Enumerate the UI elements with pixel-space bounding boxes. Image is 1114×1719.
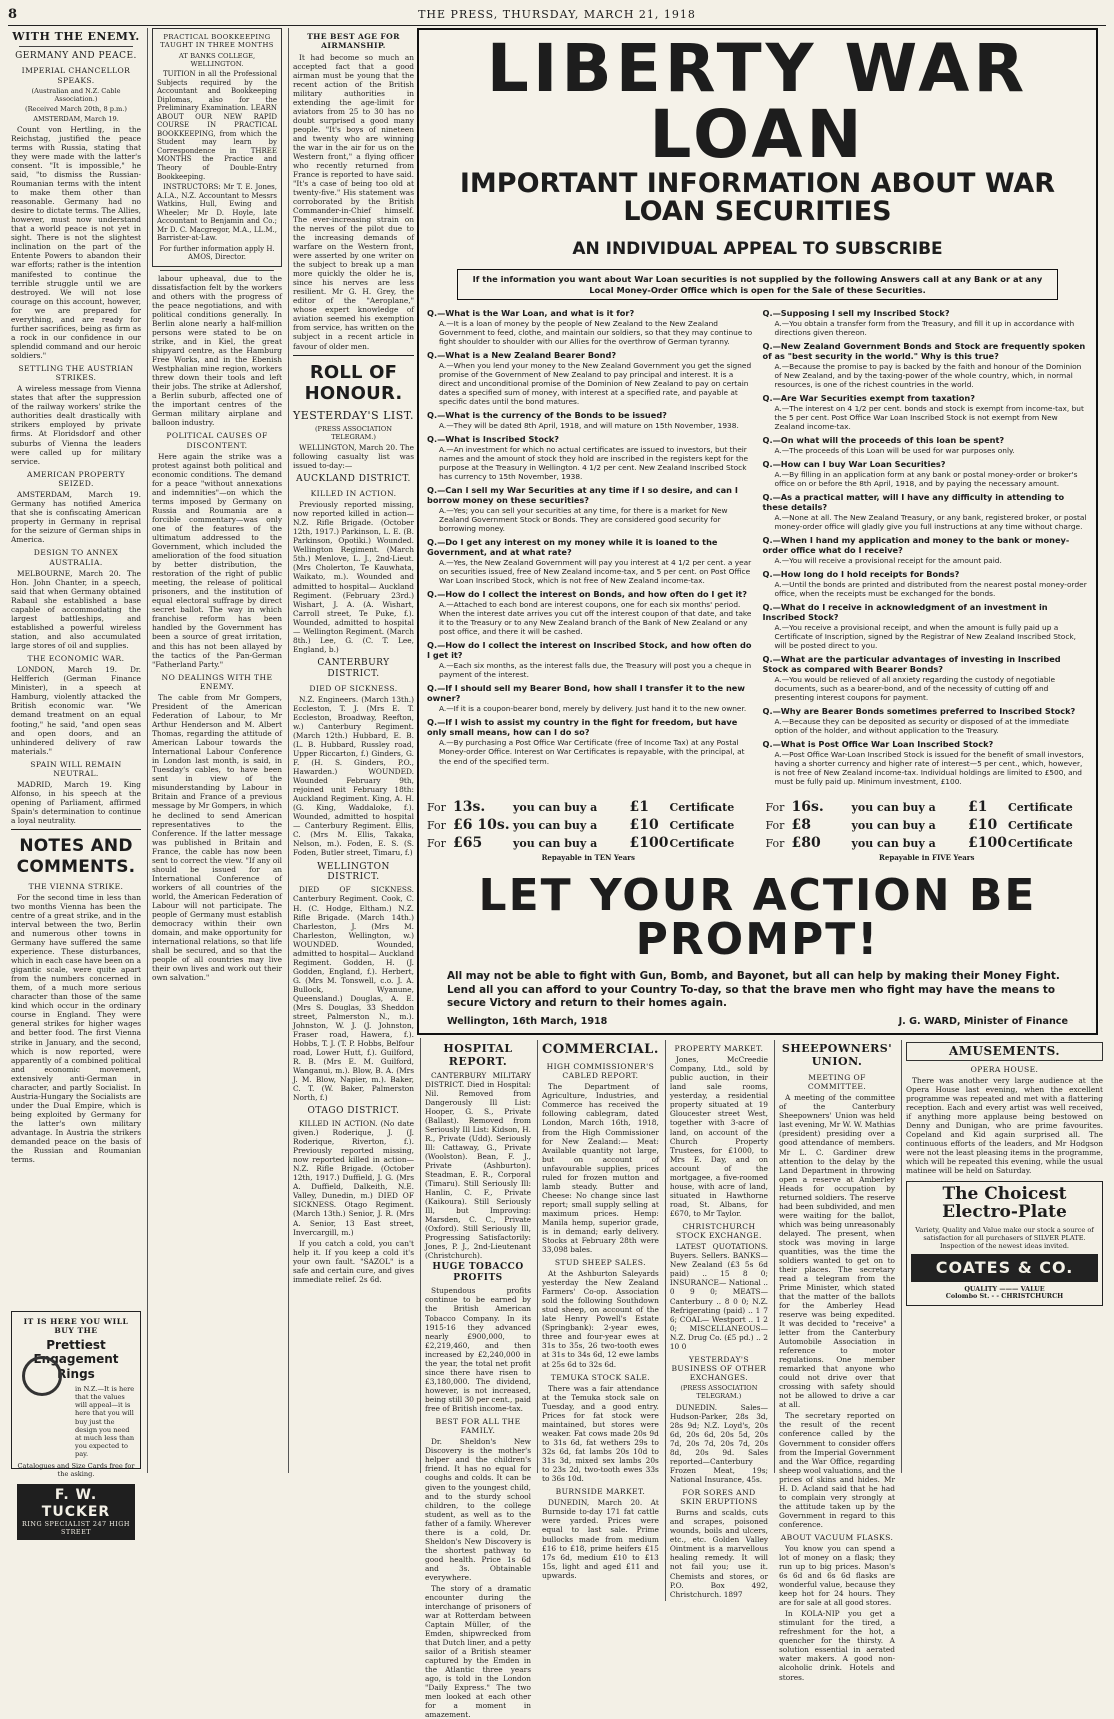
- answer: A.—Until the bonds are printed and distributed from the nearest postal money-order office, when the receipts must be exchanged for the bonds.: [774, 580, 1087, 599]
- tucker-headline: Prettiest Engagement Rings: [33, 1337, 119, 1381]
- answer: A.—They will be dated 8th April, 1918, and will mature on 15th November, 1938.: [439, 420, 739, 430]
- coates-quality: QUALITY ——— VALUE: [964, 1284, 1045, 1293]
- headline-tobacco: HUGE TOBACCO PROFITS: [432, 1262, 524, 1284]
- question: Q.—On what will the proceeds of this loan be spent?: [762, 434, 1005, 445]
- cert-price: £8: [791, 816, 811, 833]
- answer: A.—You receive a provisional receipt, and when the amount is fully paid up a Certificate of Inscription, signed by the Registrar of New Zealand Inscribed Stock, will be posted direct to you.: [774, 623, 1077, 651]
- qa-item: [763, 739, 1089, 786]
- article-text: The cable from Mr Gompers, President of the American Federation of Labour, to Mr Arthur Henderson and M. Albert Thomas, regarding the attitude of American Labour towards the International Labour Conference in London last month, is said, in Tuesday's cables, to have been sent in view of the misunderstanding by Labour in Britain and France of a previous message by Mr Gompers, in which he declined to send American representatives to the Conference. If the latter message was published in Britain and France, the cable has now been sent to correct the view. "If any oil should be issued for an International Conference of workers of all countries of the world, the American Federation of Labour will not participate. The people of Germany must establish democracy within their own domain, and make opportunity for international relations, so that life shall be secured, and so that the people of all countries may live their own lives and work out their own salvation.": [152, 693, 282, 983]
- cert-value: £10: [629, 816, 659, 833]
- subhead-spain-neutral: SPAIN WILL REMAIN NEUTRAL.: [30, 759, 122, 778]
- war-loan-advert: [417, 28, 1098, 1035]
- bookkeeping-advert: [152, 28, 282, 267]
- article-text: For the second time in less than two months Vienna has been the centre of a great strike, and in the interval between the two, Berlin and numerous other towns in Germany have suffered the same experience. These disturbances, which in each case have been on a gigantic scale, were quite apart from the numbers concerned in them, of a much more serious character than those of the same kind which occur in the ordinary course in England. They were general strikes for higher wages and better food. The first Vienna strike in January, and the second, which is now reported, were apparently of a combined political and economic movement, extensively anti-German in character, and partly Socialist. In Austria-Hungary the Socialists are under the Dual Empire, which is being exploited by Germany for the latter's own military advantage. In Austria the strikers demanded peace on the basis of the Russian and Roumanian terms.: [11, 893, 141, 1164]
- article-text: Dr. Sheldon's New Discovery is the mother's helper and the children's friend. It has no equal for coughs and colds. It can be given to the youngest child, and to the sturdy school children, to the college student, as well as to the father of a family. Wherever there is a cold, Dr. Sheldon's New Discovery is the shortest pathway to good health. Price 1s 6d and 3s. Obtainable everywhere.: [425, 1437, 531, 1582]
- article-text: MELBOURNE, March 20. The Hon. John Chanter, in a speech, said that when Germany obtained Rabaul she established a base capable of accommodating the largest battleships, and established a powerful wireless station, and also accumulated large stores of oil and supplies.: [11, 568, 141, 651]
- subhead-stud-sheep: STUD SHEEP SALES.: [554, 1257, 646, 1267]
- coates-body: Variety, Quality and Value make our stock a source of satisfaction for all purchasers of SILVER PLATE. Inspection of the newest ideas invited.: [915, 1225, 1094, 1250]
- subhead-annex-australia: DESIGN TO ANNEX AUSTRALIA.: [33, 548, 119, 567]
- article-text: A meeting of the committee of the Canterbury Sheepowners' Union was held last evening, Mr W. W. Mathias (president) presiding over a good attendance of members. Mr L. C. Gardiner drew attention to the delay by the Land Department in throwing open a reserve at Amberley Heads for occupation by returned soldiers. The reserve had been subdivided, and men were waiting for the ballot, which was being unreasonably delayed. The present, when stock was moving in large quantities, was the time the soldiers wanted to get on to their places. The secretary read a telegram from the Prime Minister, which stated that the matter of the ballots for the Amberley Head reserve was being expedited. It was decided to "receive" a letter from the Canterbury Automobile Association in reference to motor regulations. One member remarked that anyone who could not drive over that crossing with safety should not be allowed to drive a car at all.: [779, 1093, 895, 1410]
- answer: A.—None at all. The New Zealand Treasury, or any bank, registered broker, or postal money-order office will gladly give you full instructions at any time without charge.: [774, 512, 1087, 532]
- tucker-ring-advert: [11, 1311, 141, 1536]
- qa-item: [427, 410, 753, 430]
- question: Q.—What is Inscribed Stock?: [427, 433, 559, 444]
- sazol-advert: If you catch a cold, you can't help it. If you keep a cold it's your own fault. "SAZOL" is a safe and certain cure, and gives immediate relief. 2s 6d.: [293, 1238, 414, 1284]
- question: Q.—What is Post Office War Loan Inscribed Stock?: [762, 739, 994, 750]
- headline-airmanship: THE BEST AGE FOR AIRMANSHIP.: [307, 32, 400, 51]
- subhead-otago: OTAGO DISTRICT.: [307, 1106, 400, 1117]
- commercial-left: [542, 1040, 659, 1601]
- subhead-economic-war: THE ECONOMIC WAR.: [27, 654, 125, 664]
- certificate-ten-year: [427, 799, 750, 863]
- dateline: AMSTERDAM, March 19.: [33, 114, 119, 123]
- article-text: There was another very large audience at the Opera House last evening, when the excellent programme was repeated and met with a flattering reception. Each and every artist was well received, if anything more applause being bestowed on Denny and Dunigan, who are prime favourites. Copeland and Kid again surprised all. The continuous efforts of the leaders, and Mr Hodgson were not the least pleasing items in the programme, which will be repeated this evening, while the usual matinee will be held on Saturday.: [906, 1075, 1103, 1176]
- divider: [160, 270, 274, 271]
- cert-value: £1: [968, 798, 988, 815]
- cert-price: £65: [453, 834, 483, 851]
- article-text: In KOLA-NIP you get a stimulant for the tired, a refreshment for the hot, a quencher for the thirsty. A solution essential in aerated water makers. A good non-alcoholic drink. Hotels and stores.: [779, 1609, 895, 1682]
- tucker-tagline: IT IS HERE YOU WILL BUY THE: [23, 1317, 129, 1336]
- qa-item: [427, 537, 753, 585]
- cert-value: £10: [968, 816, 998, 833]
- qa-item: [427, 683, 753, 713]
- loan-subtitle: IMPORTANT INFORMATION ABOUT WAR LOAN SECURITIES: [459, 168, 1056, 228]
- divider: [293, 355, 414, 356]
- answer: A.—You would be relieved of all anxiety regarding the custody of negotiable documents, such as a bearer-bond, and of the necessity of cutting off and presenting interest coupons for payment.: [774, 675, 1056, 703]
- tucker-address: RING SPECIALIST 247 HIGH STREET: [22, 1519, 130, 1536]
- subhead-committee: MEETING OF COMMITTEE.: [807, 1072, 867, 1092]
- loan-minister: J. G. WARD, Minister of Finance: [898, 1016, 1068, 1028]
- question: Q.—When I hand my application and money to the bank or money-order office what do I receive?: [762, 535, 1070, 556]
- subhead-family: BEST FOR ALL THE FAMILY.: [435, 1416, 521, 1436]
- answer: A.—Post Office War-Loan Inscribed Stock is issued for the benefit of small investors, having a shorter currency and higher rate of interest—5 per cent., which, however, is not free of New Zealand income-tax. Individual holdings are limited to £500, and must be fully paid up. Minimum investment, £100.: [774, 750, 1084, 787]
- qa-item: [427, 434, 753, 481]
- article-text: Jones, McCreedie Company, Ltd., sold by public auction, in their land sale rooms, yesterday, a residential property situated at 19 Gloucester street West, together with 3-acre of land, on account of the Church Property Trustees, for £1000, to Mrs E. Day, and on account of the mortgagee, a five-roomed house, with acre of land, situated in Hawthorne road, St. Albans, for £670, to Mr Taylor.: [669, 1055, 768, 1218]
- divider: [11, 829, 141, 830]
- subhead-political-causes: POLITICAL CAUSES OF DISCONTENT.: [166, 431, 268, 450]
- question: Q.—How can I buy War Loan Securities?: [762, 458, 946, 469]
- answer: A.—An investment for which no actual certificates are issued to investors, but their names and the amount of stock they hold are inscribed in the registers kept for the purpose at the Treasury in Wellington. 4 1/2 per cent. New Zealand Inscribed Stock has currency to 15th November, 1938.: [439, 444, 749, 482]
- subhead-wellington: WELLINGTON DISTRICT.: [317, 861, 390, 883]
- article-text: There was a fair attendance at the Temuka stock sale on Tuesday, and a good entry. Prices for fat stock were maintained, but stores were weaker. Fat cows made 20s 9d to 31s 6d, fat wethers 29s to 32s 6d, fat lambs 20s 10d to 31s 3d, mixed sex lambs 20s to 23s 2d, two-tooth ewes 33s to 36s 10d.: [542, 1383, 659, 1484]
- tucker-name: F. W. TUCKER: [41, 1486, 111, 1520]
- article-text: Count von Hertling, in the Reichstag, justified the peace terms with Russia, stating that they were made with the latter's consent. "It is impossible," he said, "to dismiss the Russian-Roumanian terms with the intent to make them other than reasonable. Germany had no desire to dictate terms. The Allies, however, must now understand that a world peace is not yet in sight. There is not the slightest inclination on the part of the Entente Powers to abandon their war efforts; rather is the intention manifested to continue the terrible struggle until we are destroyed. We will not lose courage on this account, however, for we are prepared for everything, and are ready for further sacrifices, being as firm as a rock in our confidence in our splendid command and our heroic soldiers.": [11, 125, 141, 360]
- headline-roll-of-honour: ROLL OF HONOUR.: [304, 361, 403, 405]
- dateline: WELLINGTON, March 20. The following casualty list was issued to-day:—: [293, 442, 414, 470]
- cert-price: £6 10s.: [453, 816, 510, 833]
- cert-repayable: Repayable in FIVE Years: [879, 852, 975, 862]
- certificate-row: [766, 817, 1089, 834]
- article-text: CANTERBURY MILITARY DISTRICT. Died in Hospital: Nil. Removed from Dangerously Ill List: Hooper, G. S., Private (Ballast). Removed from Seriously Ill List: Kidson, H. R., Private (Udd). Seriously Ill: Cattaway, G., Private (Woolston). Bean, F. J., Private (Ashburton). Steadman, E. R., Corporal (Timaru). Still Seriously Ill: Hanlin, C. F., Private (Kaikoura). Still Seriously Ill, but Improving: Marsden, C. C., Private (Oxford). Still Seriously Ill, Progressing Satisfactorily: Jones, P. J., 2nd-Lieutenant (Christchurch).: [425, 1070, 531, 1261]
- agency-line: (Australian and N.Z. Cable Association.): [31, 86, 121, 103]
- loan-appeal: All may not be able to fight with Gun, Bomb, and Bayonet, but all can help by making their Money Fight. Lend all you can afford to your Country To-day, so that the brave men who fight may have the means to secure Victory and return to their homes again.: [447, 970, 1060, 1009]
- qa-item: [427, 350, 753, 406]
- subhead-opera-house: OPERA HOUSE.: [970, 1064, 1039, 1074]
- subhead-germany-peace: GERMANY AND PEACE.: [15, 51, 137, 62]
- cert-label: Certificate: [669, 818, 735, 832]
- ad-instructors: INSTRUCTORS: Mr T. E. Jones, A.I.A., N.Z. Accountant to Messrs Watkins, Hull, Ewing and Wheeler; Mr D. Hoyle, late Accountant to Benjamin and Co.; Mr D. C. Macgregor, M.A., LL.M., Barrister-at-Law.: [157, 183, 277, 243]
- qa-item: [427, 308, 753, 346]
- loan-place: Wellington, 16th March, 1918: [447, 1016, 608, 1028]
- column-rule: [774, 1040, 775, 1473]
- certificate-row: [427, 817, 750, 834]
- page-number: 8: [8, 6, 19, 22]
- column-with-the-enemy: [8, 28, 144, 1536]
- qa-item: [763, 459, 1089, 488]
- subhead-american-property: AMERICAN PROPERTY SEIZED.: [26, 469, 126, 488]
- subhead-other-exchanges: YESTERDAY'S BUSINESS OF OTHER EXCHANGES.: [671, 1354, 767, 1383]
- qa-item: [763, 569, 1089, 598]
- question: Q.—New Zealand Government Bonds and Stock are frequently spoken of as "best security in the world." Why is this true?: [762, 340, 1086, 361]
- cert-buy-text: you can buy a: [851, 836, 936, 850]
- loan-title: LIBERTY WAR LOAN: [486, 30, 1029, 173]
- article-text: A wireless message from Vienna states that after the suppression of the railway workers' strike the authorities dealt drastically with strikers employed by private firms. At Floridsdorf and other suburbs of Vienna the leaders were called up for military service.: [11, 384, 141, 466]
- answer: A.—The proceeds of this Loan will be used for war purposes only.: [774, 445, 1015, 455]
- article-text: Burns and scalds, cuts and scrapes, poisoned wounds, boils and ulcers, etc., etc. Golden Valley Ointment is a marvellous healing remedy. It will not fail you; use it. Chemists and stores, or P.O. Box 492, Christchurch. 1897: [669, 1508, 768, 1599]
- coates-address: Colombo St. - - CHRISTCHURCH: [945, 1292, 1064, 1301]
- question: Q.—Can I sell my War Securities at any time if I so desire, and can I borrow money on these securities?: [427, 485, 738, 506]
- casualty-list: DIED OF SICKNESS. Canterbury Regiment. Cook, C. H. (C. Hodge, Eltham.) N.Z. Rifle Brigade. (March 14th.) Charleston, J. (Mrs M. Charleston, Wellington, w.) WOUNDED. Wounded, admitted to hospital— Auckland Regiment. Godden, H. (J. Godden, England, f.). Herbert, G. (Mrs M. Tonswell, c.o. J. A. Bullock, Wyanune, Queensland.) Douglas, A. E. (Mrs S. Douglas, 33 Sheddon street, Palmerston N., m.). Johnston, W. J. (J. Johnston, Fraser road, Hawera, f.). Hobbs, T. J. (T. P. Hobbs, Belfour road, Lower Hutt, f.). Guilford, R. B. (Mrs E. M. Guilford, Wanganui, m.). Blow, B. A. (Mrs J. M. Blow, Napier, m.). Baker, C. T. (W. Baker, Palmerston North, f.): [293, 885, 414, 1103]
- divider: [19, 46, 133, 47]
- casualty-list: Previously reported missing, now reported killed in action— N.Z. Rifle Brigade. (October 12th, 1917.) Parkinson, L. E. (B. Parkinson, Opotiki.) Wounded. Wellington Regiment. (March 5th.) Menlove, L. J., 2nd-Lieut. (Mrs Cholerton, Te Kauwhata, Waikato, m.). Wounded and admitted to hospital— Auckland Regiment. (February 23rd.) Wishart, J. A. (A. Wishart, Carroll street, Te Puke, f.). Wounded, admitted to hospital— Wellington Regiment. (March 8th.) Lee, G. (C. T. Lee, England, b.): [293, 500, 414, 654]
- qa-item: [427, 485, 753, 533]
- cert-value: £100: [968, 834, 1007, 851]
- cert-label: Certificate: [669, 800, 735, 814]
- tucker-name-bar: [17, 1484, 135, 1540]
- subhead-canterbury: CANTERBURY DISTRICT.: [317, 657, 390, 679]
- answer: A.—By filling in an application form at any bank or postal money-order or broker's office on or before the 8th April, 1918, and by paying the necessary amount.: [774, 469, 1078, 488]
- cert-buy-text: you can buy a: [513, 818, 598, 832]
- headline-notes-comments: NOTES AND COMMENTS.: [16, 836, 136, 878]
- qa-right-column: [763, 308, 1089, 791]
- exchange-quotes: LATEST QUOTATIONS. Buyers. Sellers. BANKS— New Zealand (£3 5s 6d paid) .. 15 8 0; INSURANCE— National .. 0 9 0; MEATS— Canterbury .. 8 0 0; N.Z. Refrigerating (paid) .. 1 7 6; COAL— Westport .. 1 2 0; MISCELLANEOUS— N.Z. Drug Co. (£5 pd.) .. 2 10 0: [669, 1242, 768, 1351]
- casualty-list: KILLED IN ACTION. (No date given.) Roderique, J. (J. Roderique, Riverton, f.). Previously reported missing, now reported killed in action— N.Z. Rifle Brigade. (October 12th, 1917.) Duffield, J. G. (Mrs A. Duffield, Dalkeith, N.E. Valley, Dunedin, m.) DIED OF SICKNESS. Otago Regiment. (March 13th.) Senior, J. R. (Mrs A. Senior, 13 East street, Invercargill, m.): [293, 1119, 414, 1237]
- column-rule: [147, 28, 148, 1473]
- column-roll-of-honour: [290, 28, 417, 1473]
- column-amusements: [903, 1040, 1106, 1473]
- subhead-austrian-strikes: SETTLING THE AUSTRIAN STRIKES.: [18, 363, 134, 383]
- qa-item: [763, 492, 1089, 531]
- cert-label: Certificate: [669, 836, 735, 850]
- cert-buy-text: you can buy a: [851, 800, 936, 814]
- ad-text: TUITION in all the Professional Subjects required by the Accountant and Bookkeeping Diplomas, also for the Preliminary Examination. LEARN ABOUT OUR NEW RAPID COURSE IN PRACTICAL BOOKKEEPING, from which the Student may learn by Correspondence in THREE MONTHS the Practice and Theory of Double-Entry Bookkeeping.: [157, 70, 277, 181]
- qa-item: [427, 589, 753, 636]
- cert-value: £100: [629, 834, 669, 851]
- ad-title: PRACTICAL BOOKKEEPING TAUGHT IN THREE MONTHS: [160, 33, 274, 50]
- cert-for: For: [765, 818, 785, 832]
- casualty-list: N.Z. Engineers. (March 13th.) Eccleston, T. J. (Mrs E. T. Eccleston, Broadway, Reefton, w.) Canterbury Regiment. (March 12th.) Hubbard, E. B. (L. B. Hubbard, Russley road, Upper Riccarton, f.) Ginders, G. F. (H. S. Ginders, P.O., Hawarden.) WOUNDED. Wounded February 9th, rejoined unit February 18th: Auckland Regiment. King, A. H. (G. King, Waddaloke, f.). Wounded, admitted to hospital— Canterbury Regiment. Ellis, C. (Mrs M. Ellis, Takaka, Nelson, m.). Foden, E. S. (S. Foden, Butler street, Timaru, f.): [293, 694, 414, 858]
- cert-for: For: [427, 818, 446, 832]
- headline-amusements: AMUSEMENTS.: [906, 1042, 1103, 1061]
- question: Q.—Why are Bearer Bonds sometimes preferred to Inscribed Stock?: [762, 706, 1076, 717]
- loan-info-box: If the information you want about War Loan securities is not supplied by the following Answers call at any Bank or at any Local Money-Order Office which is open for the Sale of these Securities.: [457, 269, 1058, 299]
- answer: A.—If it is a coupon-bearer bond, merely by delivery. Just hand it to the new owner.: [439, 704, 747, 714]
- article-text: AMSTERDAM, March 19. Germany has notified America that she is confiscating American property in Germany in reprisal for the seizure of German ships in America.: [11, 490, 141, 545]
- tucker-catalogue: Catalogues and Size Cards free for the asking.: [17, 1461, 135, 1478]
- article-text: You know you can spend a lot of money on a flask; they run up to big prices. Mason's 6s 6d and 6s 6d flasks are wonderful value, because they keep hot for 24 hours. They are for sale at all good stores.: [779, 1544, 895, 1608]
- question: Q.—What do I receive in acknowledgment of an investment in Inscribed Stock?: [762, 602, 1048, 623]
- column-hospital: [422, 1040, 534, 1719]
- headline-commercial: COMMERCIAL.: [542, 1042, 659, 1057]
- column-rule: [537, 1040, 538, 1473]
- question: Q.—Are War Securities exempt from taxation?: [762, 392, 975, 403]
- article-text: The secretary reported on the result of the recent conference called by the Government to consider offers from the Imperial Government and the War Office, regarding sheep wool valuations, and the prices of skins and hides. Mr H. D. Acland said that he had to complain very strongly at the attitude taken up by the Government in regard to this conference.: [779, 1411, 895, 1529]
- masthead: [8, 4, 1106, 26]
- answer: A.—It is a loan of money by the people of New Zealand to the New Zealand Government to feed, clothe, and maintain our soldiers, so that they may continue to fight shoulder to shoulder with our Allies for the overthrow of German tyranny.: [439, 318, 753, 346]
- certificate-row: [427, 799, 750, 816]
- article-text: The story of a dramatic encounter during the interchange of prisoners of war at Rotterdam between Captain Müller, of the Emden, shipwrecked from that Dutch liner, and a petty sailor of a British steamer captured by the Emden in the Atlantic three years ago, is told in the London "Daily Express." The two men looked at each other for a moment in amazement.: [425, 1583, 531, 1719]
- cert-label: Certificate: [1008, 818, 1073, 832]
- commercial-right: [665, 1040, 768, 1601]
- qa-item: [763, 535, 1089, 565]
- cert-label: Certificate: [1008, 800, 1073, 814]
- answer: A.—Attached to each bond are interest coupons, one for each six months' period. When the interest date arrives you cut off the interest coupon of that date, and take it to the Treasury or to any New Zealand branch of the Bank of New Zealand or any post office, and there it will be cashed.: [439, 600, 752, 637]
- question: Q.—What is the War Loan, and what is it for?: [427, 307, 635, 318]
- subhead-yesterdays-list: YESTERDAY'S LIST.: [293, 409, 415, 423]
- subhead-killed: KILLED IN ACTION.: [310, 488, 397, 498]
- loan-qa: [427, 308, 1088, 791]
- ad-location: AT BANKS COLLEGE, WELLINGTON.: [178, 51, 256, 68]
- ad-footer: For further information apply H. AMOS, Director.: [159, 244, 275, 262]
- column-commercial: [539, 1040, 771, 1599]
- cert-price: 16s.: [791, 798, 824, 815]
- answer: A.—You obtain a transfer form from the Treasury, and fill it up in accordance with directions given thereon.: [774, 318, 1075, 337]
- certificate-table: [427, 799, 1088, 863]
- question: Q.—What are the particular advantages of investing in Inscribed Stock as compared with Bearer Bonds?: [762, 654, 1061, 675]
- question: Q.—What is a New Zealand Bearer Bond?: [427, 349, 617, 360]
- headline-with-the-enemy: WITH THE ENEMY.: [12, 30, 140, 43]
- qa-item: [763, 393, 1089, 431]
- cert-price: £80: [791, 834, 821, 851]
- article-text: It had become so much an accepted fact that a good airman must be young that the recent action of the British military authorities in extending the age-limit for aviators from 25 to 30 has no doubt surprised a good many people. "It's boys of nineteen and twenty who are winning the war in the air for us on the Western front," a flying officer who recently returned from France is reported to have said. "It's a case of being too old at twenty-five." His statement was corroborated by the British Commander-in-Chief himself. The ever-increasing strain on the nerves of the pilot due to the increasing demands of warfare on the Western front, were asserted by one writer on the subject to break up a man more quickly the older he is, since his nerves are less resilient. Mr G. H. Grey, the editor of the "Aeroplane," whose expert knowledge of aviation seemed his exemption from service, has written on the subject in a recent article in favour of older men.: [293, 52, 414, 351]
- headline-sheepowners: SHEEPOWNERS' UNION.: [781, 1042, 893, 1069]
- tucker-body: in N.Z.—It is here that the values will appeal—it is here that you will buy just the design you need at much less than you expected to pay.: [75, 1385, 135, 1458]
- question: Q.—What is the currency of the Bonds to be issued?: [427, 409, 667, 420]
- question: Q.—If I wish to assist my country in the fight for freedom, but have only small means, how can I do so?: [427, 717, 738, 738]
- question: Q.—Supposing I sell my Inscribed Stock?: [762, 307, 950, 318]
- qa-item: [763, 435, 1089, 455]
- cert-buy-text: you can buy a: [513, 800, 598, 814]
- subhead-auckland: AUCKLAND DISTRICT.: [296, 474, 411, 484]
- article-text: labour upheaval, due to the dissatisfaction felt by the workers and others with the progress of the peace negotiations, and with political conditions generally. In Berlin alone nearly a half-million persons were stated to be on strike, and in Kiel, the great shipyard centre, as the Hamburg Free Works, and in the Ebenish Westphalian mine region, workers threw down their tools and left their jobs. The strike at Adlershof, a Berlin suburb, affected one of the important centres of the German military airplane and balloon industry.: [152, 273, 282, 428]
- answer: A.—By purchasing a Post Office War Certificate (free of Income Tax) at any Postal Money-order Office. Interest on War Certificates is repayable, with the principal, at the end of the specified term.: [439, 738, 745, 766]
- prompt-headline: LET YOUR ACTION BE PROMPT!: [478, 870, 1037, 966]
- subhead-vienna-strike: THE VIENNA STRIKE.: [28, 881, 124, 891]
- cert-buy-text: you can buy a: [851, 818, 936, 832]
- subhead-died-sickness: DIED OF SICKNESS.: [309, 683, 398, 693]
- column-rule: [420, 1038, 421, 1473]
- subhead-sores: FOR SORES AND SKIN ERUPTIONS: [680, 1487, 758, 1507]
- column-rule: [901, 1040, 902, 1473]
- answer: A.—Each six months, as the interest falls due, the Treasury will post you a cheque in payment of the interest.: [439, 661, 752, 680]
- question: Q.—How long do I hold receipts for Bonds?: [762, 569, 960, 580]
- qa-item: [763, 654, 1089, 702]
- commercial-split: [542, 1040, 768, 1601]
- cert-repayable: Repayable in TEN Years: [541, 852, 635, 862]
- coates-advert: [906, 1181, 1103, 1306]
- subhead-exchange: CHRISTCHURCH STOCK EXCHANGE.: [676, 1221, 762, 1241]
- subhead-high-commissioner: HIGH COMMISSIONER'S CABLED REPORT.: [546, 1061, 655, 1081]
- qa-item: [763, 308, 1089, 337]
- answer: A.—The interest on 4 1/2 per cent. bonds and stock is exempt from income-tax, but the 5 per cent. Post Office War Loan Inscribed Stock is not exempt from New Zealand income-tax.: [774, 403, 1084, 431]
- cert-for: For: [765, 800, 785, 814]
- masthead-title: THE PRESS, THURSDAY, MARCH 21, 1918: [418, 7, 696, 21]
- article-text: The Department of Agriculture, Industries, and Commerce has received the following cablegram, dated London, March 16th, 1918, from the High Commissioner for New Zealand:— Meat: Available quantity not large, but on account of unfavourable supplies, prices ruled for frozen mutton and lamb steady. Butter and Cheese: No change since last report; small supply selling at maximum prices. Hemp: Manila hemp, superior grade, is in demand; early delivery. Stocks at February 28th were 33,098 bales.: [542, 1082, 659, 1254]
- question: Q.—If I should sell my Bearer Bond, how shall I transfer it to the new owner?: [427, 683, 745, 704]
- subhead-vacuum-flasks: ABOUT VACUUM FLASKS.: [780, 1532, 894, 1542]
- qa-item: [763, 602, 1089, 650]
- article-text: MADRID, March 19. King Alfonso, in his speech at the opening of Parliament, affirmed Spain's determination to continue a loyal neutrality.: [11, 780, 141, 826]
- qa-item: [427, 717, 753, 765]
- question: Q.—As a practical matter, will I have any difficulty in attending to these details?: [762, 491, 1065, 512]
- certificate-row: [766, 799, 1089, 816]
- loan-appeal-heading: AN INDIVIDUAL APPEAL TO SUBSCRIBE: [572, 238, 943, 259]
- certificate-row: [766, 835, 1089, 852]
- article-text: LONDON, March 19. Dr. Helfferich (German Finance Minister), in a speech at Hamburg, violently attacked the British economic war. "We demand treatment on an equal footing," he said, "and open seas and open doors, and an unhindered delivery of raw materials.": [11, 665, 141, 756]
- cert-for: For: [427, 800, 446, 814]
- subhead-chancellor: IMPERIAL CHANCELLOR SPEAKS.: [21, 66, 131, 85]
- subhead-burnside: BURNSIDE MARKET.: [555, 1487, 646, 1497]
- answer: A.—Yes; you can sell your securities at any time, for there is a market for New Zealand Government Stock or Bonds. They are considered good security for borrowing money.: [439, 506, 728, 534]
- question: Q.—How do I collect the interest on Inscribed Stock, and how often do I get it?: [427, 640, 752, 661]
- question: Q.—How do I collect the interest on Bonds, and how often do I get it?: [427, 589, 747, 600]
- qa-item: [427, 640, 753, 679]
- headline-hospital: HOSPITAL REPORT.: [443, 1042, 513, 1069]
- qa-left-column: [427, 308, 753, 791]
- received-line: (Received March 20th, 8 p.m.): [25, 104, 127, 113]
- cert-buy-text: you can buy a: [513, 836, 598, 850]
- column-sheepowners: [776, 1040, 898, 1682]
- column-rule: [288, 28, 289, 1473]
- assoc-line: (PRESS ASSOCIATION TELEGRAM.): [314, 424, 393, 441]
- article-text: DUNEDIN. Sales—Hudson-Parker, 28s 3d, 28s 9d; N.Z. Loyd's, 20s 6d, 20s 6d, 20s 5d, 20s 7d, 20s 7d, 20s 7d, 20s 8d, 20s 9d. Sales reported—Canterbury Frozen Meat, 19s; National Insurance, 45s.: [669, 1402, 768, 1484]
- answer: A.—Yes, the New Zealand Government will pay you interest at 4 1/2 per cent. a year on securities issued, free of New Zealand income-tax, and 5 per cent. on Post Office War Loan Inscribed Stock, which is not free of New Zealand income-tax.: [439, 558, 752, 586]
- article-text: Stupendous profits continue to be earned by the British American Tobacco Company. In its 1915-16 they advanced nearly £900,000, to £2,219,460, and then increased by £2,240,000 in the year, the total net profit since there have risen to £3,180,000. The dividend, however, is not increased, being still 30 per cent., paid free of British income-tax.: [425, 1286, 531, 1413]
- article-text: DUNEDIN, March 20. At Burnside to-day 171 fat cattle were yarded. Prices were equal to last sale. Prime bullocks made from medium £16 to £18, prime heifers £15 17s 6d, medium £10 to £13 15s, light and aged £11 and upwards.: [542, 1498, 659, 1580]
- column-bookkeeping: [149, 28, 285, 1473]
- question: Q.—Do I get any interest on my money while it is loaned to the Government, and at what rate?: [427, 537, 718, 558]
- subhead-temuka: TEMUKA STOCK SALE.: [550, 1372, 651, 1382]
- cert-for: For: [765, 836, 785, 850]
- cert-for: For: [427, 836, 446, 850]
- qa-item: [763, 341, 1089, 389]
- answer: A.—When you lend your money to the New Zealand Government you get the signed promise of the Government of New Zealand to pay principal and interest. It is a direct and unconditional promise of the Dominion of New Zealand to pay on certain dates a specified sum of money, with interest at a specified rate, and payable at specific dates until the bond matures.: [439, 360, 752, 406]
- certificate-five-year: [766, 799, 1089, 863]
- answer: A.—Because they can be deposited as security or disposed of at the immediate option of the holder, and without application to the Treasury.: [774, 717, 1069, 736]
- cert-value: £1: [629, 798, 649, 815]
- qa-item: [763, 706, 1089, 735]
- loan-signoff: [447, 1016, 1068, 1028]
- ring-icon: [22, 1356, 62, 1396]
- coates-headline: The Choicest Electro-Plate: [942, 1184, 1067, 1223]
- coates-logo: COATES & CO.: [911, 1254, 1098, 1282]
- subhead-no-dealings: NO DEALINGS WITH THE ENEMY.: [161, 672, 273, 691]
- certificate-row: [427, 835, 750, 852]
- answer: A.—Because the promise to pay is backed by the faith and honour of the Dominion of New Zealand, and by the taxing-power of the whole country, which, in normal resources, is one of the richest countries in the world.: [774, 361, 1082, 389]
- article-text: At the Ashburton Saleyards yesterday the New Zealand Farmers' Co-op. Association sold the following Southdown stud sheep, on account of the late Henry Powell's Estate (Springbank): 2-year ewes, three and four-year ewes at 31s to 35s, 26 two-tooth ewes at 31s to 34s 6d, 12 ewe lambs at 25s 6d to 32s 6d.: [542, 1269, 659, 1369]
- cert-price: 13s.: [453, 798, 486, 815]
- subhead-property: PROPERTY MARKET.: [674, 1044, 764, 1053]
- cert-label: Certificate: [1008, 836, 1073, 850]
- answer: A.—You will receive a provisional receipt for the amount paid.: [774, 556, 1002, 566]
- assoc-line: (PRESS ASSOCIATION TELEGRAM.): [680, 1384, 758, 1401]
- article-text: Here again the strike was a protest against both political and economic conditions. The demand for a peace "without annexations and indemnities"—on which the terms imposed by Germany on Russia and Roumania are a forcible commentary—was only one of the features of the ultimatum addressed to the Government, which included the amelioration of the food situation by better distribution, the restoration of the right of public meeting, the release of political prisoners, and the institution of equal electoral suffrage by direct secret ballot. The way in which franchise reform has been handled by the Government has been a source of great irritation, and this has not been allayed by the tactics of the Pan-German "Fatherland Party.": [152, 451, 282, 669]
